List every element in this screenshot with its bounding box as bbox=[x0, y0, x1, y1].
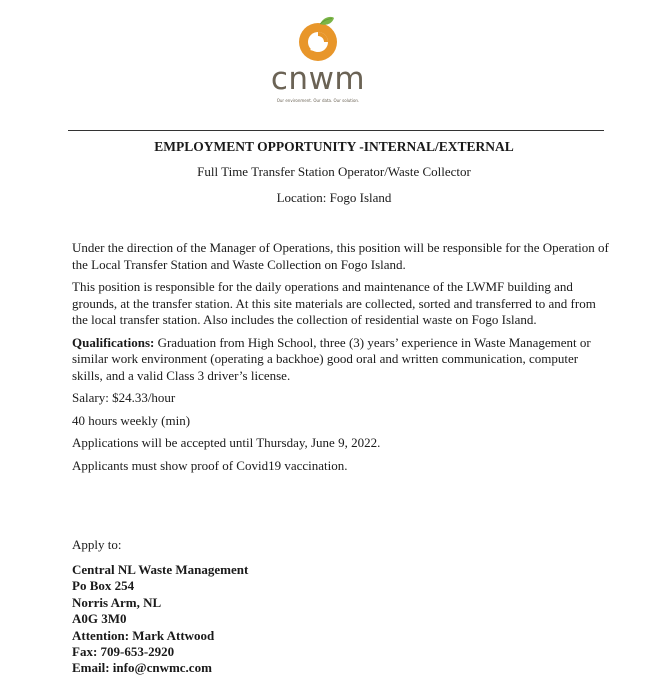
address-org: Central NL Waste Management bbox=[72, 562, 249, 577]
contact-address bbox=[72, 562, 248, 677]
apply-to-label: Apply to: bbox=[72, 537, 122, 552]
brand-name: cnwm bbox=[270, 61, 366, 97]
deadline-line: Applications will be accepted until Thursday, June 9, 2022. bbox=[72, 435, 381, 450]
job-location: Location: Fogo Island bbox=[276, 190, 392, 205]
address-city: Norris Arm, NL bbox=[72, 594, 162, 610]
job-description bbox=[72, 240, 612, 480]
vaccination-line: Applicants must show proof of Covid19 vaccination. bbox=[72, 457, 348, 473]
address-attention: Attention: Mark Attwood bbox=[72, 627, 215, 643]
address-fax: Fax: 709-653-2920 bbox=[72, 644, 175, 660]
salary-line: Salary: $24.33/hour bbox=[72, 390, 176, 405]
brand-tagline: Our environment. Our data. Our solution. bbox=[276, 98, 360, 103]
hours-line: 40 hours weekly (min) bbox=[72, 412, 191, 428]
qualifications-label: Qualifications: bbox=[72, 334, 155, 350]
address-email[interactable]: Email: info@cnwmc.com bbox=[72, 660, 212, 676]
header-divider bbox=[68, 130, 604, 131]
position-title: Full Time Transfer Station Operator/Waste Collector bbox=[197, 164, 471, 179]
address-po-box: Po Box 254 bbox=[72, 578, 135, 594]
address-postal: A0G 3M0 bbox=[72, 611, 127, 627]
responsibilities-paragraph: This position is responsible for the daily operations and maintenance of the LWMF building and grounds, at the transfer station. At this site materials are collected, sorted and transferred to and from the local transfer station. Also includes the collection of residential waste on Fogo Island. bbox=[72, 279, 596, 327]
page-heading: EMPLOYMENT OPPORTUNITY -INTERNAL/EXTERNAL bbox=[154, 139, 514, 154]
qualifications-paragraph bbox=[72, 335, 612, 385]
qualifications-text: Graduation from High School, three (3) years’ experience in Waste Management or similar work environment (operating a backhoe) good oral and written communication, computer skills, and a valid Class 3 driver’s license. bbox=[72, 334, 591, 383]
intro-paragraph: Under the direction of the Manager of Operations, this position will be responsible for the Operation of the Local Transfer Station and Waste Collection on Fogo Island. bbox=[72, 240, 609, 272]
